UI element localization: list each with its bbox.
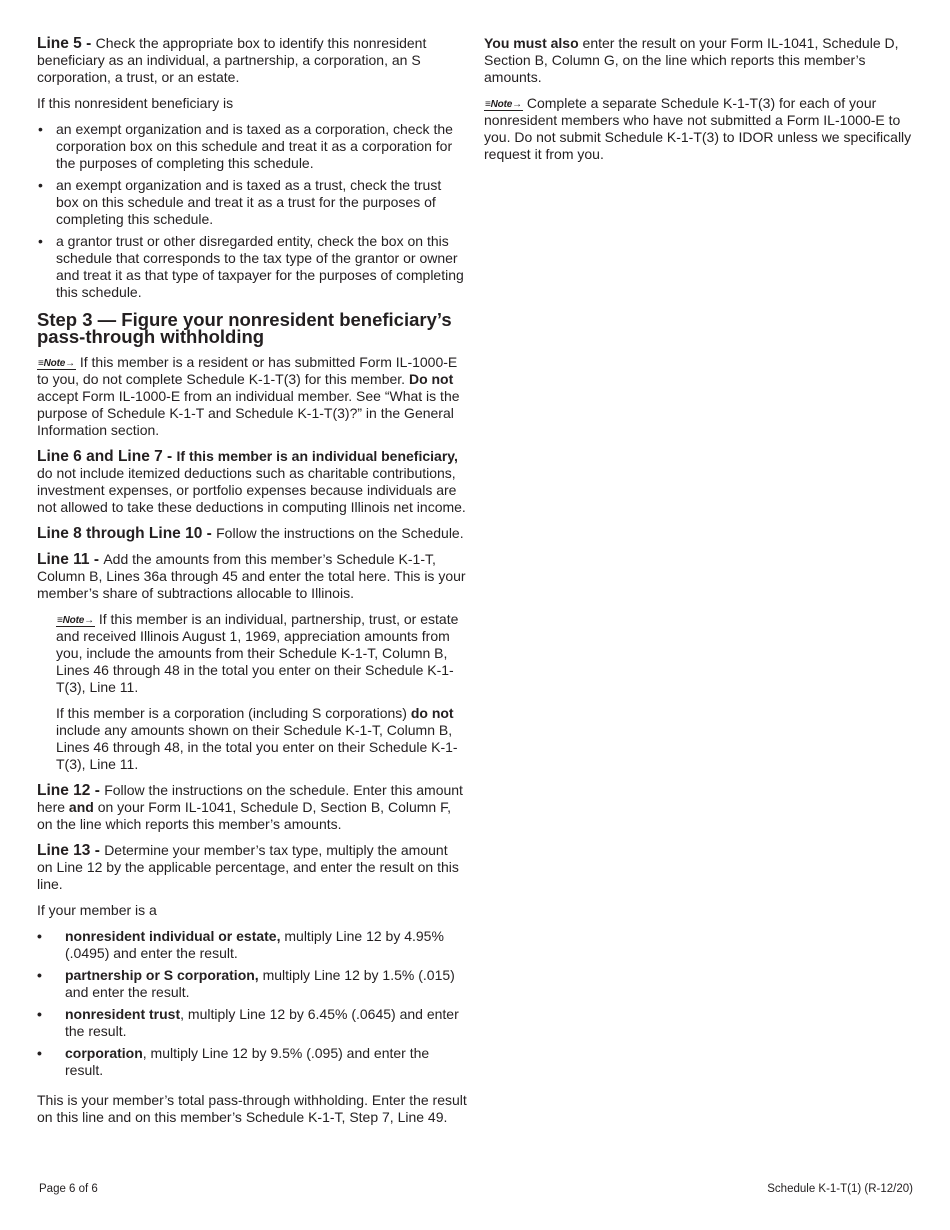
- note1-text-a: If this member is a resident or has submitted Form IL-1000-E to you, do not complete Schedule K-1-T(3) for this member.: [37, 354, 458, 387]
- must-also-text: enter the result on your Form IL-1041, Schedule D, Section B, Column G, on the line which reports this member’s amounts.: [484, 35, 899, 85]
- must-also-bold: You must also: [484, 35, 579, 51]
- line6-7-paragraph: [37, 448, 467, 516]
- corp-text-a: If this member is a corporation (including S corporations): [56, 705, 411, 721]
- line12-text-b: on your Form IL-1041, Schedule D, Section B, Column F, on the line which reports this member’s amounts.: [37, 799, 451, 832]
- list-item: • an exempt organization and is taxed as a trust, check the trust box on this schedule and treat it as a trust for the purposes of completing this schedule.: [37, 177, 467, 228]
- list-item: • corporation, multiply Line 12 by 9.5% (.095) and enter the result.: [37, 1045, 467, 1079]
- member-intro: If your member is a: [37, 902, 157, 918]
- list-item: • an exempt organization and is taxed as a corporation, check the corporation box on this schedule and treat it as a corporation for the purposes of completing this schedule.: [37, 121, 467, 172]
- line11-label: Line 11 -: [37, 551, 104, 568]
- step3-heading: Step 3 — Figure your nonresident beneficiary’s pass-through withholding: [37, 309, 452, 347]
- line6-7-text: do not include itemized deductions such as charitable contributions, investment expenses, or portfolio expenses because individuals are not allowed to take these deductions in computing Illinois net income.: [37, 465, 466, 515]
- page-number: Page 6 of 6: [39, 1183, 98, 1195]
- note-icon: ≡Note→: [485, 99, 522, 110]
- line5-paragraph: [37, 35, 467, 86]
- if-list: [37, 121, 467, 301]
- line12-paragraph: [37, 782, 467, 833]
- if-intro: If this nonresident beneficiary is: [37, 95, 234, 111]
- must-also-paragraph: [484, 35, 914, 86]
- closing-paragraph: This is your member’s total pass-through withholding. Enter the result on this line and on this member’s Schedule K-1-T, Step 7, Line 49.: [37, 1092, 467, 1125]
- note3-text: Complete a separate Schedule K-1-T(3) for each of your nonresident members who have not submitted a Form IL-1000-E to you. Do not submit Schedule K-1-T(3) to IDOR unless we specifically request it from you.: [484, 95, 912, 162]
- corp-bold: do not: [410, 705, 454, 721]
- form-identifier: Schedule K-1-T(1) (R-12/20): [767, 1183, 913, 1195]
- line8-10-text: Follow the instructions on the Schedule.: [216, 525, 464, 541]
- line11-paragraph: [37, 551, 467, 602]
- line8-10-paragraph: [37, 525, 467, 542]
- note2-paragraph: [56, 611, 467, 696]
- line13-label: Line 13 -: [37, 842, 105, 859]
- line12-bold: and: [68, 799, 94, 815]
- note1-text-b: accept Form IL-1000-E from an individual member. See “What is the purpose of Schedule K-1-T and Schedule K-1-T(3)?” in the General Information section.: [37, 388, 460, 438]
- right-column: [484, 35, 914, 172]
- line13-text: Determine your member’s tax type, multiply the amount on Line 12 by the applicable percentage, and enter the result on this line.: [37, 842, 459, 892]
- corp-paragraph: [56, 705, 467, 773]
- line5-label: Line 5 -: [37, 35, 96, 52]
- member-list: [37, 928, 467, 1079]
- list-item: • nonresident trust, multiply Line 12 by 6.45% (.0645) and enter the result.: [37, 1006, 467, 1040]
- list-item: • nonresident individual or estate, multiply Line 12 by 4.95% (.0495) and enter the result.: [37, 928, 467, 962]
- list-item: • partnership or S corporation, multiply Line 12 by 1.5% (.015) and enter the result.: [37, 967, 467, 1001]
- line12-text-a: Follow the instructions on the schedule. Enter this amount here: [37, 782, 463, 815]
- note1-bold: Do not: [408, 371, 454, 387]
- line6-7-label: Line 6 and Line 7 -: [37, 448, 177, 465]
- note3-paragraph: [484, 95, 914, 163]
- note1-paragraph: [37, 354, 467, 439]
- line8-10-label: Line 8 through Line 10 -: [37, 525, 217, 542]
- note-icon: ≡Note→: [57, 615, 94, 626]
- line6-7-bold: If this member is an individual beneficiary,: [176, 448, 458, 464]
- left-column: [37, 35, 467, 1135]
- corp-text-b: include any amounts shown on their Schedule K-1-T, Column B, Lines 46 through 48, in the total you enter on their Schedule K-1-T(3), Line 11.: [56, 722, 458, 772]
- line13-paragraph: [37, 842, 467, 893]
- line12-label: Line 12 -: [37, 782, 105, 799]
- note2-text: If this member is an individual, partnership, trust, or estate and received Illinois August 1, 1969, appreciation amounts from you, include the amounts from their Schedule K-1-T, Column B, Lines 46 through 48 in the total you enter on their Schedule K-1-T(3), Line 11.: [56, 611, 459, 695]
- line11-text: Add the amounts from this member’s Schedule K-1-T, Column B, Lines 36a through 45 and enter the total here. This is your member’s share of subtractions allocable to Illinois.: [37, 551, 466, 601]
- note-icon: ≡Note→: [38, 358, 75, 369]
- list-item: • a grantor trust or other disregarded entity, check the box on this schedule that corresponds to the tax type of the grantor or owner and treat it as that type of taxpayer for the purposes of completing this schedule.: [37, 233, 467, 301]
- line5-text: Check the appropriate box to identify this nonresident beneficiary as an individual, a partnership, a corporation, an S corporation, a trust, or an estate.: [37, 35, 427, 85]
